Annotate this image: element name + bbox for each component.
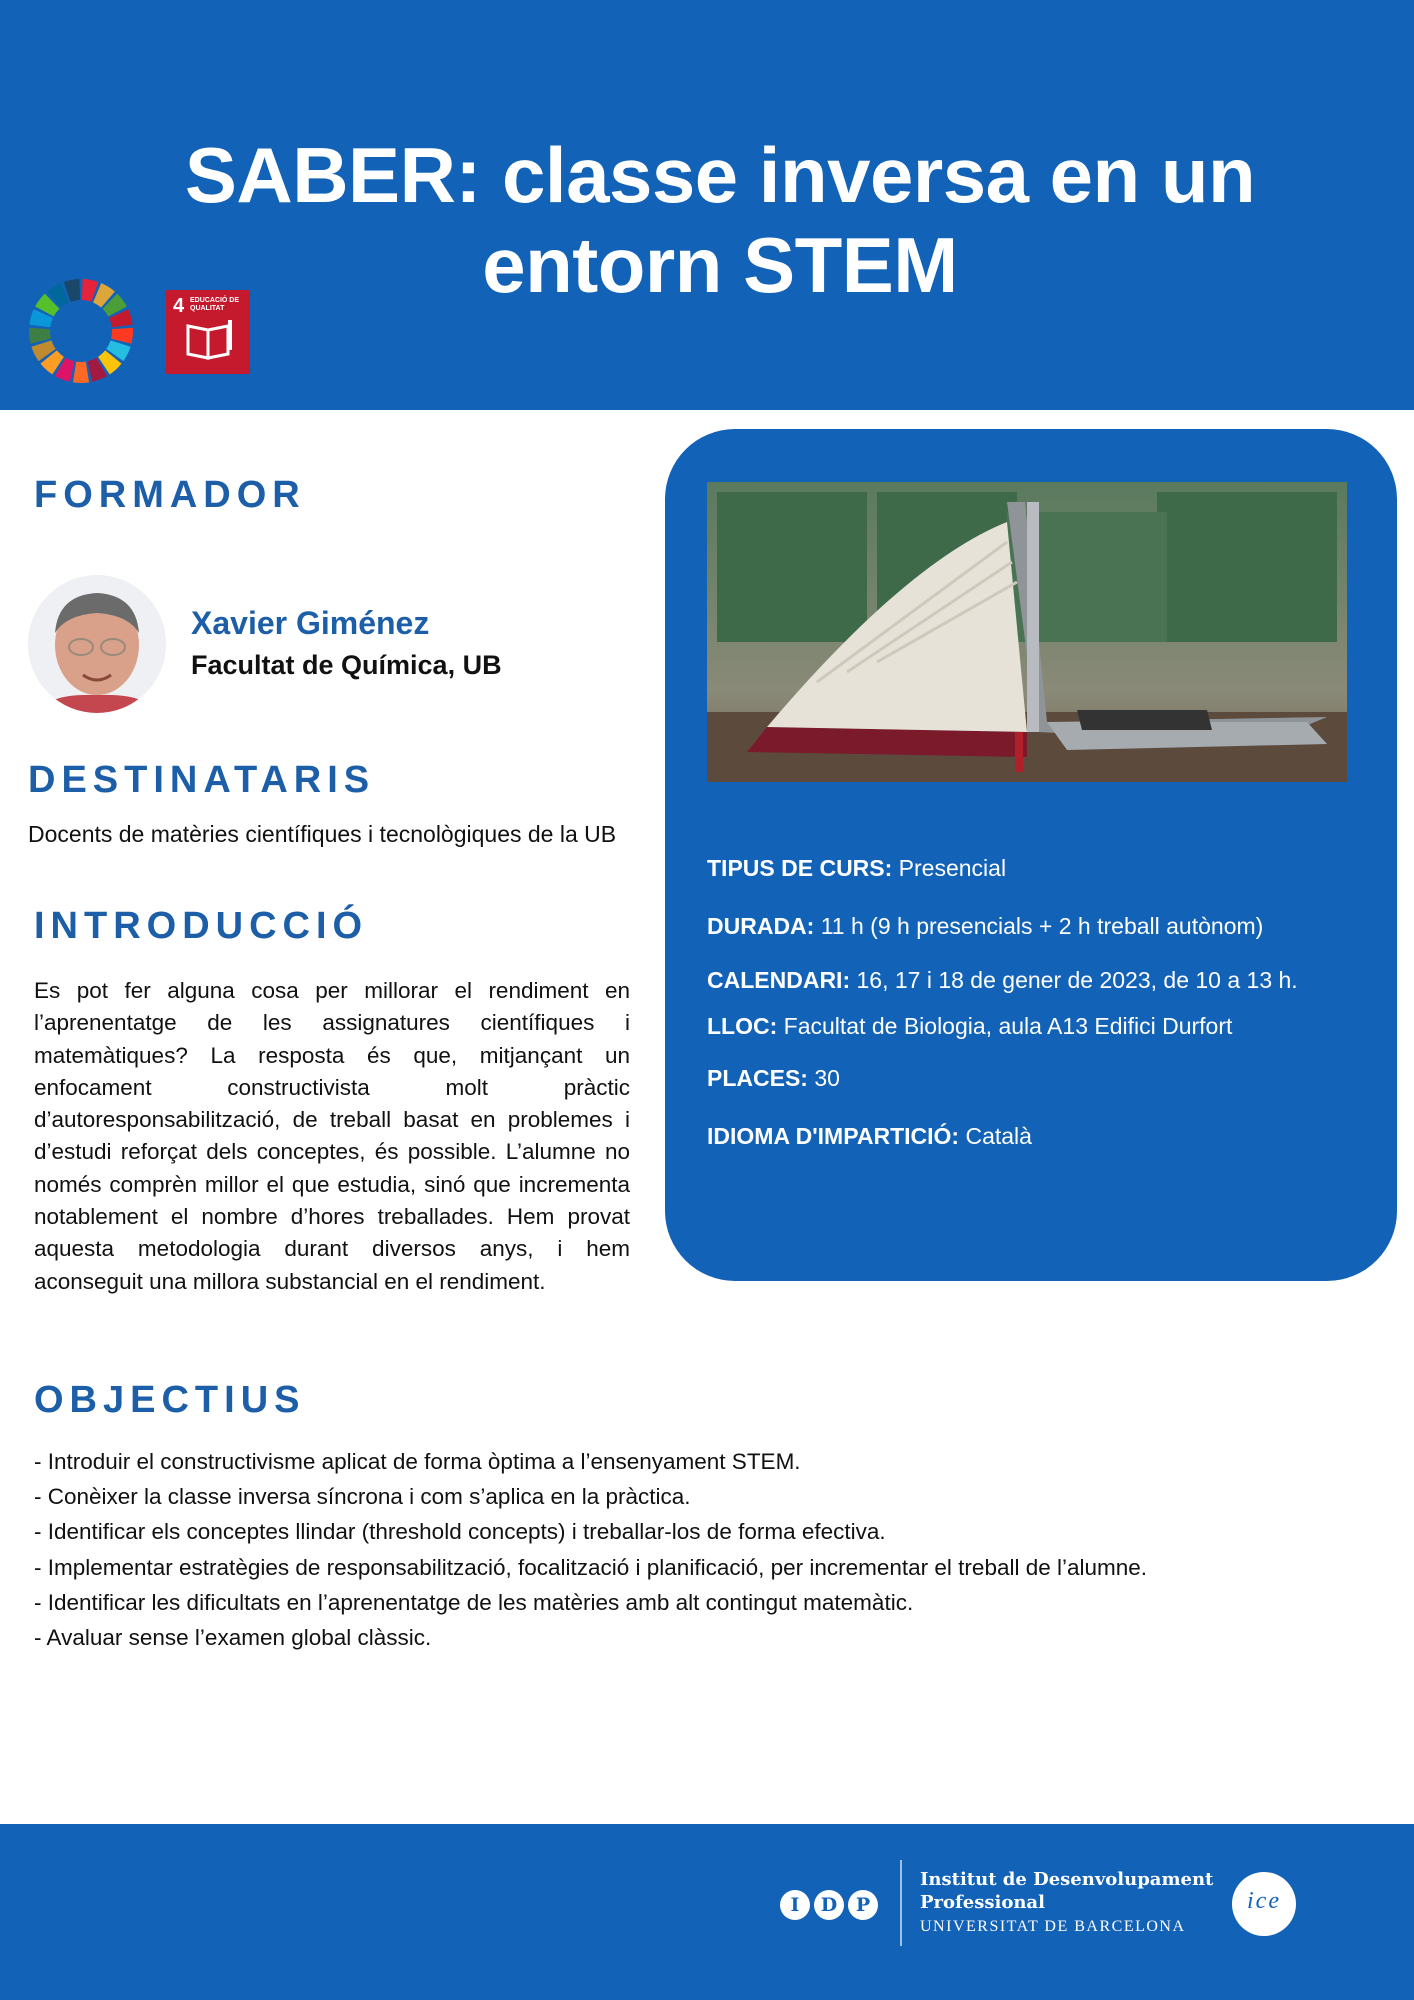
sdg-wheel-segment — [29, 328, 51, 344]
list-item: - Introduir el constructivisme aplicat de forma òptima a l’ensenyament STEM. — [34, 1449, 801, 1474]
objectives-list — [34, 1444, 1147, 1655]
trainer-affiliation: Facultat de Química, UB — [191, 650, 502, 680]
audience-text: Docents de matèries científiques i tecnològiques de la UB — [28, 821, 617, 847]
footer-banner — [0, 1824, 1414, 2000]
course-calendar: CALENDARI: 16, 17 i 18 de gener de 2023, de 10 a 13 h. — [707, 967, 1298, 993]
trainer-heading: FORMADOR — [34, 474, 306, 516]
institute-name-line1: Institut de Desenvolupament — [920, 1869, 1214, 1890]
list-item: - Conèixer la classe inversa síncrona i com s’aplica en la pràctica. — [34, 1484, 691, 1510]
idp-letter: D — [814, 1890, 844, 1920]
sdg-wheel-segment — [111, 328, 133, 344]
objectives-heading: OBJECTIUS — [34, 1379, 306, 1421]
audience-heading: DESTINATARIS — [28, 759, 376, 801]
course-language: IDIOMA D'IMPARTICIÓ: Català — [707, 1123, 1032, 1149]
ice-logo: ice — [1232, 1872, 1296, 1936]
list-item: - Identificar les dificultats en l’aprenentatge de les matèries amb alt contingut matemàtic. — [34, 1589, 914, 1615]
sdg-wheel-icon — [28, 278, 134, 384]
sdg4-number: 4 — [173, 295, 185, 317]
idp-letter: I — [780, 1890, 810, 1920]
logo-divider — [900, 1860, 902, 1946]
list-item: - Avaluar sense l’examen global clàssic. — [34, 1625, 432, 1651]
trainer-avatar — [28, 575, 166, 713]
sdg4-label: EDUCACIÓ DE QUALITAT — [190, 297, 240, 312]
course-location: LLOC: Facultat de Biologia, aula A13 Edifici Durfort — [707, 1013, 1233, 1039]
course-image — [707, 482, 1347, 782]
course-duration: DURADA: 11 h (9 h presencials + 2 h treball autònom) — [707, 913, 1264, 939]
introduction-text: Es pot fer alguna cosa per millorar el rendiment en l’aprenentatge de les assignatures científiques i matemàtiques? La resposta és que, mitjançant un enfocament constructivista molt pràctic d’autoresponsabilització, de treball basat en problemes i d’estudi reforçat dels conceptes, és possible. L’alumne no només comprèn millor el que estudia, sinó que incrementa notablement el nombre d’hores treballades. Hem provat aquesta metodologia durant diversos anys, i hem aconseguit una millora substancial en el rendiment. — [34, 978, 630, 1294]
course-type: TIPUS DE CURS: Presencial — [707, 855, 1007, 881]
book-icon — [184, 320, 234, 362]
university-name: UNIVERSITAT DE BARCELONA — [920, 1918, 1186, 1935]
trainer-name: Xavier Giménez — [191, 605, 430, 641]
sdg4-badge — [166, 290, 250, 374]
list-item: - Implementar estratègies de responsabilització, focalització i planificació, per incrementar el treball de l’alumne. — [34, 1554, 1148, 1580]
list-item: - Identificar els conceptes llindar (threshold concepts) i treballar-los de forma efectiva. — [34, 1519, 886, 1545]
sdg-wheel-segment — [73, 362, 89, 383]
introduction-heading: INTRODUCCIÓ — [34, 905, 369, 947]
institute-name-line2: Professional — [920, 1892, 1045, 1913]
page-title: SABER: classe inversa en un entorn STEM — [184, 131, 1256, 309]
idp-letter: P — [848, 1890, 878, 1920]
course-places: PLACES: 30 — [707, 1065, 840, 1091]
